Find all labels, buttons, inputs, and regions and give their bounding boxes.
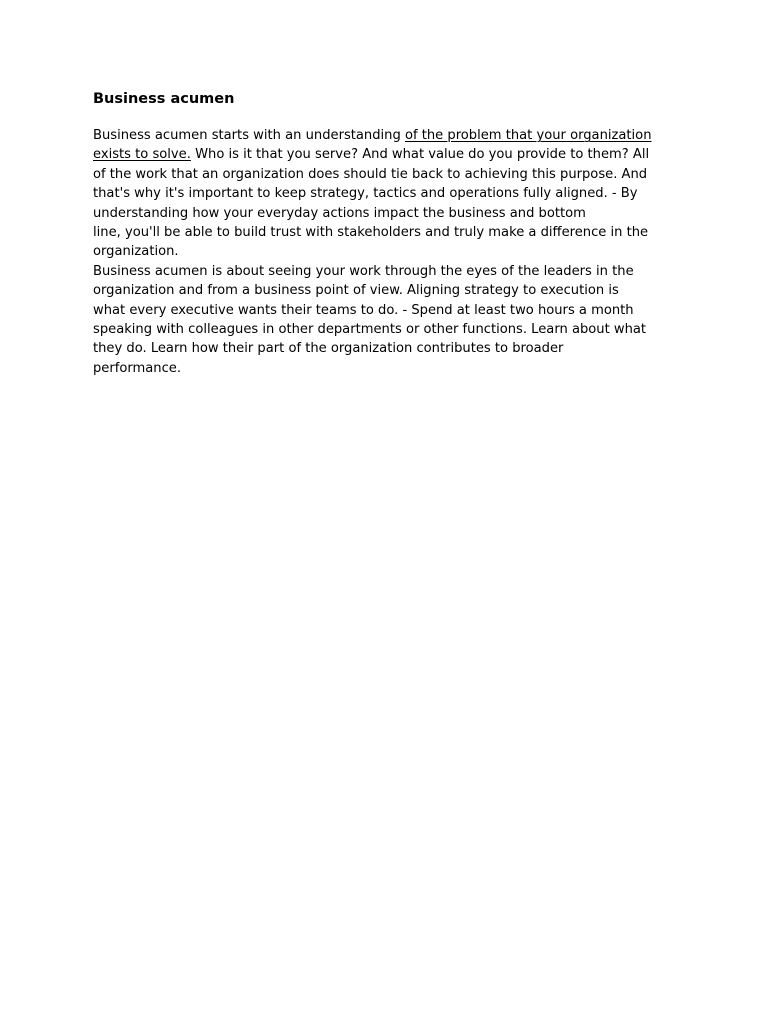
paragraph-2-line-6: performance. [93, 360, 182, 376]
paragraph-1-line-6: line, you'll be able to build trust with stakeholders and truly make a difference in the [93, 224, 649, 240]
paragraph-1-line-2-text: Who is it that you serve? And what value do you provide to them? All [190, 147, 650, 163]
paragraph-1-line-1-text: Business acumen starts with an understanding [93, 128, 405, 143]
paragraph-1-line-2 [93, 145, 693, 164]
paragraph-2-line-3: what every executive wants their teams to do. - Spend at least two hours a month [93, 302, 634, 318]
document-body [93, 126, 693, 378]
paragraph-2-line-1: Business acumen is about seeing your work through the eyes of the leaders in the [93, 263, 634, 279]
paragraph-1 [93, 126, 693, 262]
paragraph-2-line-4: speaking with colleagues in other departments or other functions. Learn about what [93, 321, 647, 337]
paragraph-1-line-1 [93, 126, 693, 145]
paragraph-2-line-5: they do. Learn how their part of the organization contributes to broader [93, 341, 564, 357]
paragraph-2 [93, 262, 693, 378]
paragraph-1-line-7: organization. [93, 244, 179, 260]
paragraph-1-line-5: understanding how your everyday actions impact the business and bottom [93, 205, 586, 221]
underlined-phrase-part-2: exists to solve. [93, 147, 191, 163]
paragraph-1-line-3: of the work that an organization does should tie back to achieving this purpose. And [93, 166, 648, 182]
underlined-phrase-part-1: of the problem that your organization [404, 128, 652, 143]
paragraph-2-line-2: organization and from a business point of view. Aligning strategy to execution is [93, 283, 619, 299]
document-title: Business acumen [93, 91, 235, 107]
paragraph-1-line-4: that's why it's important to keep strategy, tactics and operations fully aligned. - By [93, 186, 638, 202]
